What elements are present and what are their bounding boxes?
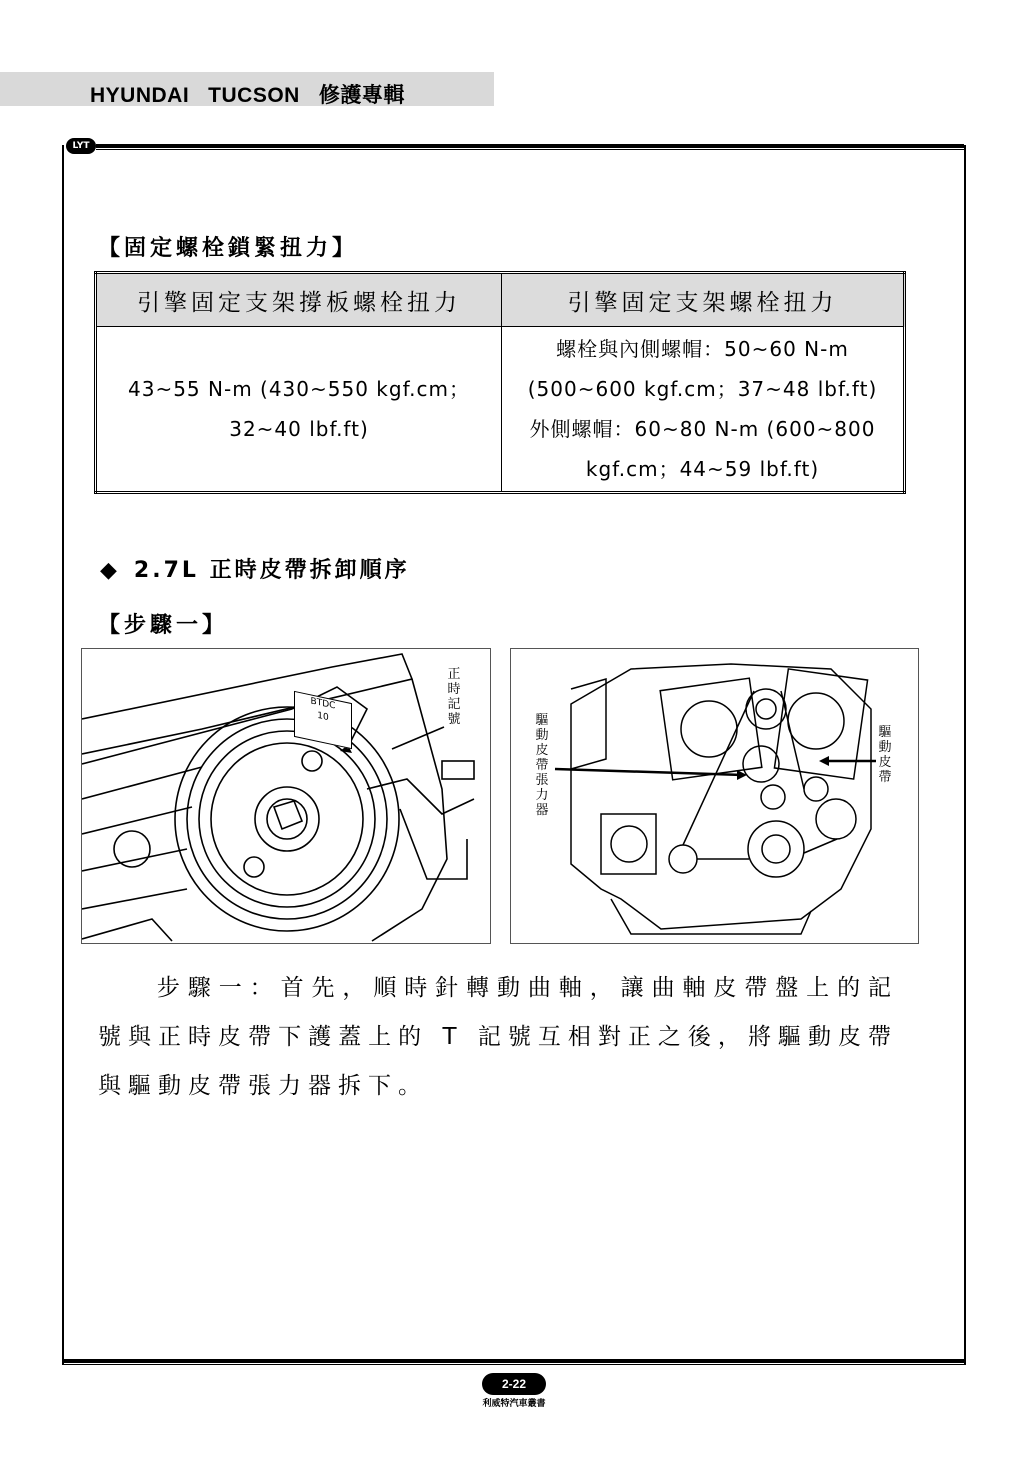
timing-plate-number: 10 <box>317 710 329 724</box>
tensioner-callout: 驅動皮帶張力器 <box>535 713 549 818</box>
torque-table <box>94 271 906 494</box>
bottom-rule <box>62 1359 964 1365</box>
table-cell <box>502 327 905 493</box>
step-title: 【步驟一】 <box>98 613 229 638</box>
table-header: 引擎固定支架螺栓扭力 <box>502 273 905 327</box>
drive-belt-drawing <box>511 649 918 943</box>
section-title: 【固定螺栓鎖緊扭力】 <box>98 236 359 261</box>
paragraph-text: 步驟一：首先，順時針轉動曲軸，讓曲軸皮帶盤上的記號與正時皮帶下護蓋上的 T 記號互相對正之後，將驅動皮帶與驅動皮帶張力器拆下。 <box>98 975 898 1099</box>
publisher-name: 利威特汽車叢書 <box>482 1399 546 1409</box>
cell-line: kgf.cm；44~59 lbf.ft) <box>585 457 820 481</box>
crank-pulley-figure <box>81 648 491 944</box>
timing-plate-text: BTDC <box>310 696 336 712</box>
table-header: 引擎固定支架撐板螺栓扭力 <box>96 273 502 327</box>
subsection-title-text: 2.7L 正時皮帶拆卸順序 <box>133 558 410 583</box>
drive-belt-callout: 驅動皮帶 <box>878 725 892 785</box>
cell-line: (500~600 kgf.cm；37~48 lbf.ft) <box>527 377 878 401</box>
drive-belt-figure <box>510 648 919 944</box>
crank-pulley-drawing <box>82 649 490 943</box>
timing-mark-callout: 正時記號 <box>447 667 461 727</box>
cell-line: 32~40 lbf.ft) <box>229 417 369 441</box>
subsection-title <box>100 553 410 584</box>
cell-line: 外側螺帽：60~80 N-m (600~800 <box>529 417 876 441</box>
cell-line: 43~55 N-m (430~550 kgf.cm； <box>128 377 470 401</box>
cell-line: 螺栓與內側螺帽：50~60 N-m <box>556 337 849 361</box>
page-header-title: HYUNDAI TUCSON 修護專輯 <box>90 84 405 107</box>
publisher-logo: LYT <box>66 138 96 154</box>
diamond-icon: ◆ <box>100 558 120 583</box>
page-number: 2-22 <box>482 1373 546 1395</box>
table-cell <box>96 327 502 493</box>
step-description <box>98 964 898 1111</box>
